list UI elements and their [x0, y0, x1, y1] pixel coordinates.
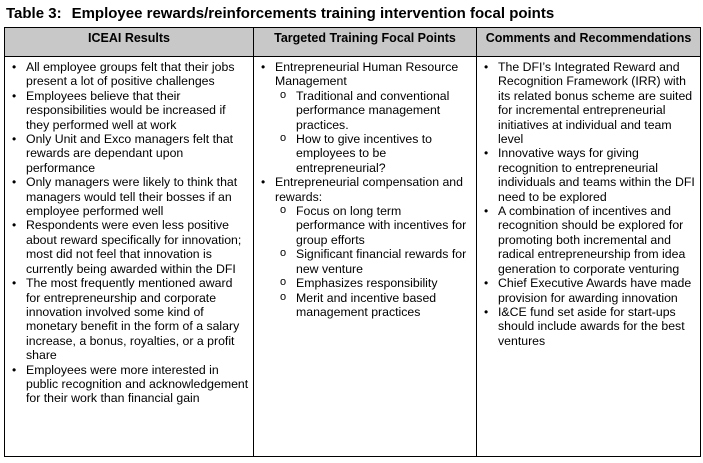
- list-item: [258, 175, 472, 319]
- list-item: [258, 60, 472, 175]
- list-item: • Chief Executive Awards have made provision for awarding innovation: [481, 276, 696, 305]
- cell-iceai-results: [5, 57, 254, 457]
- results-list: [9, 60, 249, 406]
- header-training-focal-points: Targeted Training Focal Points: [254, 28, 477, 57]
- sub-list-item: o Emphasizes responsibility: [279, 276, 472, 290]
- table-number: Table 3:: [6, 5, 62, 22]
- list-item: • The DFI’s Integrated Reward and Recognition Framework (IRR) with its related bonus scheme are suited for incremental entrepreneurial initiatives at individual and team level: [481, 60, 696, 146]
- list-item: • The most frequently mentioned award for entrepreneurship and corporate innovation involved some kind of monetary benefit in the form of a salary increase, a bonus, royalties, or a profit share: [9, 276, 249, 362]
- sub-list: [275, 89, 472, 175]
- list-item: • Only managers were likely to think that managers would tell their bosses if an employee performed well: [9, 175, 249, 218]
- content-row: [5, 57, 701, 457]
- list-item: • I&CE fund set aside for start-ups should include awards for the best ventures: [481, 305, 696, 348]
- list-item-text: Entrepreneurial compensation and rewards:: [275, 175, 463, 204]
- list-item: • Respondents were even less positive about reward specifically for innovation; most did not feel that innovation is currently being awarded within the DFI: [9, 218, 249, 276]
- list-item: • All employee groups felt that their jobs present a lot of positive challenges: [9, 60, 249, 89]
- list-item: • Only Unit and Exco managers felt that rewards are dependant upon performance: [9, 132, 249, 175]
- table-title: Employee rewards/reinforcements training intervention focal points: [71, 5, 555, 22]
- cell-comments-recommendations: [477, 57, 701, 457]
- focal-points-table: [4, 27, 701, 457]
- list-item: • A combination of incentives and recognition should be explored for promoting both incremental and radical entrepreneurship from idea generation to corporate venturing: [481, 204, 696, 276]
- sub-list-item: o How to give incentives to employees to be entrepreneurial?: [279, 132, 472, 175]
- cell-training-focal-points: [254, 57, 477, 457]
- recommendations-list: [481, 60, 696, 348]
- focal-points-list: [258, 60, 472, 319]
- header-row: [5, 28, 701, 57]
- list-item: • Innovative ways for giving recognition to entrepreneurial individuals and teams within the DFI need to be explored: [481, 146, 696, 204]
- header-comments-recommendations: Comments and Recommendations: [477, 28, 701, 57]
- sub-list-item: o Merit and incentive based management practices: [279, 291, 472, 320]
- sub-list-item: o Focus on long term performance with incentives for group efforts: [279, 204, 472, 247]
- table-caption: [6, 5, 554, 23]
- sub-list-item: o Significant financial rewards for new venture: [279, 247, 472, 276]
- sub-list: [275, 204, 472, 319]
- list-item: • Employees were more interested in public recognition and acknowledgement for their work than financial gain: [9, 363, 249, 406]
- sub-list-item: o Traditional and conventional performance management practices.: [279, 89, 472, 132]
- list-item: • Employees believe that their responsibilities would be increased if they performed well at work: [9, 89, 249, 132]
- list-item-text: Entrepreneurial Human Resource Management: [275, 60, 459, 89]
- header-iceai-results: ICEAI Results: [5, 28, 254, 57]
